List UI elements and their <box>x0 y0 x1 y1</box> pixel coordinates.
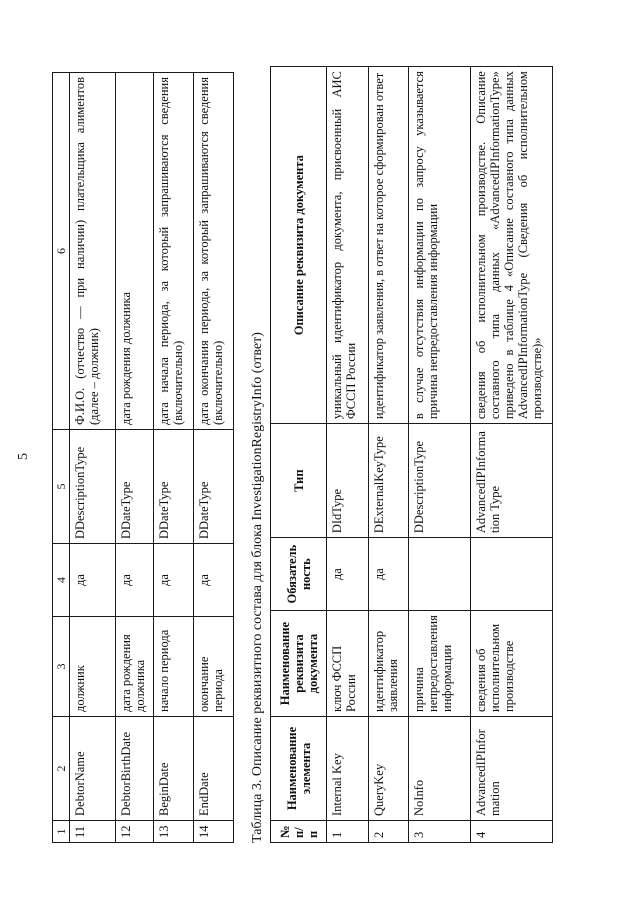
row-number: 11 <box>70 821 116 843</box>
header-cell: Обязательность <box>271 538 327 611</box>
col-number: 5 <box>53 430 70 544</box>
col-number: 3 <box>53 617 70 717</box>
required-flag: да <box>116 544 154 617</box>
required-flag: да <box>154 544 194 617</box>
requisite-name: должник <box>70 617 116 717</box>
table-row <box>409 67 471 843</box>
header-cell: Наименование элемента <box>271 717 327 821</box>
header-cell: Наименование реквизита документа <box>271 611 327 717</box>
element-name: DebtorBirthDate <box>116 717 154 821</box>
element-name: AdvancedIPInformation <box>471 717 553 821</box>
required-flag: да <box>327 538 369 611</box>
type-name: DIdType <box>327 424 369 538</box>
element-name: Internal Key <box>327 717 369 821</box>
requisite-name: начало периода <box>154 617 194 717</box>
requisite-name: причина непредоставления информации <box>409 611 471 717</box>
table-continuation <box>52 72 234 843</box>
element-name: DebtorName <box>70 717 116 821</box>
element-name: QueryKey <box>369 717 409 821</box>
required-flag <box>409 538 471 611</box>
table-row <box>369 67 409 843</box>
requisite-name: окончание периода <box>194 617 234 717</box>
col-number: 2 <box>53 717 70 821</box>
table-row <box>194 73 234 843</box>
description: дата рождения должника <box>116 73 154 430</box>
type-name: DDateType <box>194 430 234 544</box>
element-name: NoInfo <box>409 717 471 821</box>
row-number: 2 <box>369 821 409 843</box>
table-row <box>327 67 369 843</box>
requisite-name: ключ ФССП России <box>327 611 369 717</box>
description: дата начала периода, за который запрашиваются сведения (включительно) <box>154 73 194 430</box>
header-row <box>271 67 327 843</box>
type-name: AdvancedIPInformation Type <box>471 424 553 538</box>
col-number: 4 <box>53 544 70 617</box>
row-number: 12 <box>116 821 154 843</box>
row-number: 4 <box>471 821 553 843</box>
header-cell: № п/п <box>271 821 327 843</box>
row-number: 3 <box>409 821 471 843</box>
header-cell: Тип <box>271 424 327 538</box>
type-name: DDescriptionType <box>409 424 471 538</box>
description: Ф.И.О. (отчество — при наличии) плательщика алиментов (далее – должник) <box>70 73 116 430</box>
column-number-row <box>53 73 70 843</box>
page-number: 5 <box>16 453 31 460</box>
table-caption: Таблица 3. Описание реквизитного состава для блока InvestigationRegistryInfo (ответ) <box>250 332 265 843</box>
table-row <box>116 73 154 843</box>
table-3 <box>270 66 553 843</box>
table-row <box>471 67 553 843</box>
col-number: 6 <box>53 73 70 430</box>
table-row <box>154 73 194 843</box>
row-number: 1 <box>327 821 369 843</box>
type-name: DDateType <box>154 430 194 544</box>
description: уникальный идентификатор документа, присвоенный АИС ФССП России <box>327 67 369 424</box>
table-row <box>70 73 116 843</box>
description: в случае отсутствия информации по запросу указывается причина непредоставления информации <box>409 67 471 424</box>
header-cell: Описание реквизита документа <box>271 67 327 424</box>
type-name: DDescriptionType <box>70 430 116 544</box>
required-flag: да <box>70 544 116 617</box>
element-name: EndDate <box>194 717 234 821</box>
required-flag: да <box>194 544 234 617</box>
description: дата окончания периода, за который запрашиваются сведения (включительно) <box>194 73 234 430</box>
type-name: DDateType <box>116 430 154 544</box>
description: идентификатор заявления, в ответ на которое сформирован ответ <box>369 67 409 424</box>
element-name: BeginDate <box>154 717 194 821</box>
row-number: 13 <box>154 821 194 843</box>
requisite-name: идентификатор заявления <box>369 611 409 717</box>
type-name: DExternalKeyType <box>369 424 409 538</box>
required-flag <box>471 538 553 611</box>
row-number: 14 <box>194 821 234 843</box>
requisite-name: сведения об исполнительном производстве <box>471 611 553 717</box>
col-number: 1 <box>53 821 70 843</box>
requisite-name: дата рождения должника <box>116 617 154 717</box>
description: сведения об исполнительном производстве. Описание составного типа данных «AdvancedIPInformationType» приведено в таблице 4 «Описание составного типа данных AdvancedIPInformationType (Сведения об исполнительном производстве)» <box>471 67 553 424</box>
required-flag: да <box>369 538 409 611</box>
